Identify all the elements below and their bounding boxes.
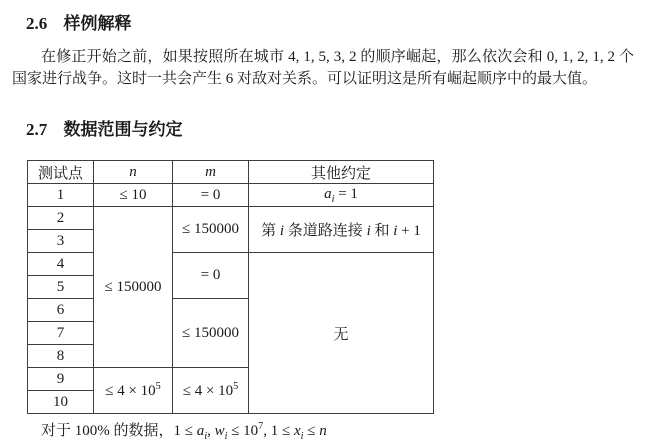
section-heading-sample-explanation <box>26 9 132 34</box>
m-constraint-cell: ≤ $4 \times 10^5$ <box>173 368 249 414</box>
column-header-m: m <box>173 161 249 184</box>
test-point-cell: 4 <box>28 253 94 276</box>
n-constraint-cell: ≤ $4 \times 10^5$ <box>94 368 173 414</box>
other-constraint-cell: $a_i = 1$ <box>249 184 434 207</box>
table-header-row <box>28 161 434 184</box>
test-point-cell: 7 <box>28 322 94 345</box>
test-point-cell: 2 <box>28 207 94 230</box>
section-heading-data-constraints <box>26 115 183 140</box>
column-header-other-constraints: 其他约定 <box>249 161 434 184</box>
test-point-cell: 9 <box>28 368 94 391</box>
section-number: 2.7 <box>26 120 48 139</box>
test-point-cell: 1 <box>28 184 94 207</box>
table-row <box>28 253 434 276</box>
test-point-cell: 5 <box>28 276 94 299</box>
m-constraint-cell: ≤ 150000 <box>173 207 249 253</box>
column-header-test-point: 测试点 <box>28 161 94 184</box>
other-constraint-cell: 第 i 条道路连接 i 和 i + 1 <box>249 207 434 253</box>
section-title: 样例解释 <box>63 14 132 33</box>
n-constraint-cell: ≤ 150000 <box>94 207 173 368</box>
column-header-n: n <box>94 161 173 184</box>
m-constraint-cell: = 0 <box>173 253 249 299</box>
table-row <box>28 207 434 230</box>
test-point-cell: 10 <box>28 391 94 414</box>
m-constraint-cell: = 0 <box>173 184 249 207</box>
test-point-cell: 6 <box>28 299 94 322</box>
full-data-constraint-line: 对于 100% 的数据，$1 \le a_i$, $w_i \le 10^7$, $1 \le x_i \le n$ <box>41 421 327 442</box>
other-constraint-cell: 无 <box>249 253 434 414</box>
constraints-table <box>27 160 434 414</box>
test-point-cell: 3 <box>28 230 94 253</box>
m-constraint-cell: ≤ 150000 <box>173 299 249 368</box>
test-point-cell: 8 <box>28 345 94 368</box>
table-row <box>28 184 434 207</box>
section-number: 2.6 <box>26 14 48 33</box>
sample-explanation-paragraph: 在修正开始之前，如果按照所在城市 4, 1, 5, 3, 2 的顺序崛起，那么依次会和 0, 1, 2, 1, 2 个国家进行战争。这时一共会产生 6 对敌对关系。可以证明这是所有崛起顺序中的最大值。 <box>12 49 634 87</box>
n-constraint-cell: ≤ 10 <box>94 184 173 207</box>
section-title: 数据范围与约定 <box>63 120 183 139</box>
